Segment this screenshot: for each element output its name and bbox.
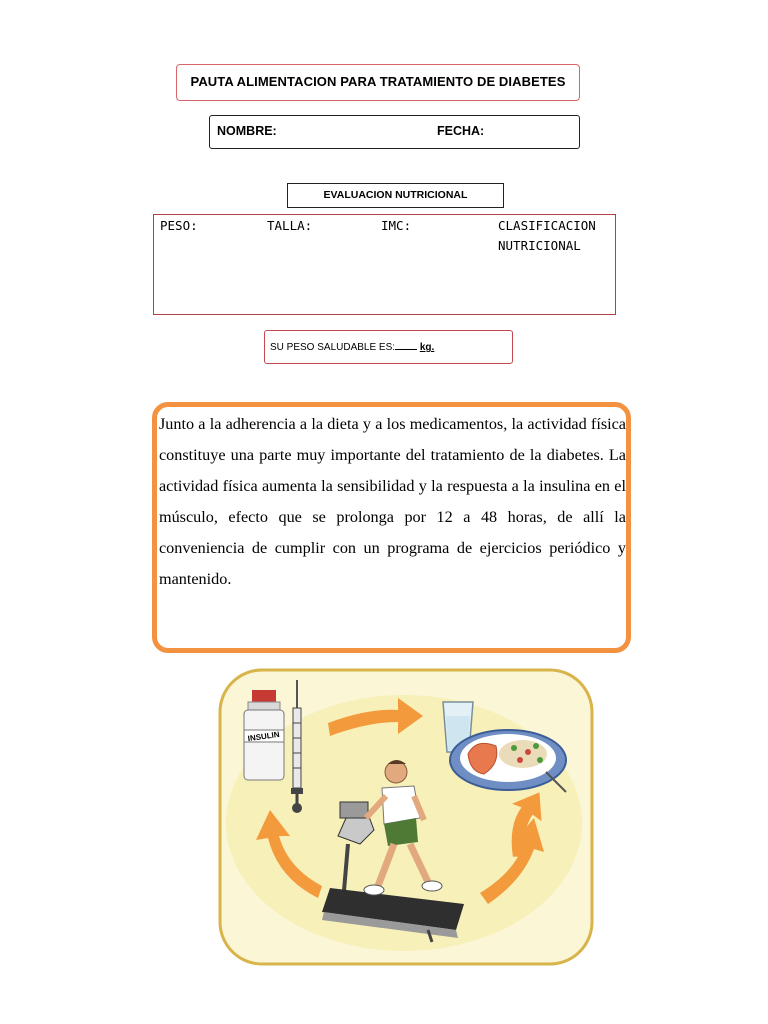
evaluation-title-text: EVALUACION NUTRICIONAL (323, 189, 468, 201)
name-date-field (209, 115, 580, 149)
evaluation-box (153, 214, 616, 315)
healthy-weight-unit: kg. (419, 342, 435, 353)
bottle-label-text: INSULIN (247, 729, 281, 744)
talla-label: TALLA: (267, 218, 313, 233)
healthy-weight-label: SU PESO SALUDABLE ES: (270, 342, 396, 353)
exercise-paragraph-box (152, 402, 631, 653)
clasificacion-label-line1: CLASIFICACION (498, 218, 596, 233)
document-title-text: PAUTA ALIMENTACION PARA TRATAMIENTO DE DIABETES (190, 74, 566, 89)
clasificacion-label-line2: NUTRICIONAL (498, 238, 581, 253)
document-title (176, 64, 580, 101)
date-label: FECHA: (437, 124, 485, 138)
name-label: NOMBRE: (217, 124, 277, 138)
exercise-paragraph: Junto a la adherencia a la dieta y a los medicamentos, la actividad física constituye una parte muy importante del tratamiento de la diabetes. La actividad física aumenta la sensibilidad y la respuesta a la insulina en el músculo, efecto que se prolonga por 12 a 48 horas, de allí la conveniencia de cumplir con un programa de ejercicios periódico y mantenido. (159, 415, 626, 588)
healthy-weight-blank (395, 340, 417, 350)
peso-label: PESO: (160, 218, 198, 233)
diabetes-treatment-illustration (218, 668, 594, 966)
healthy-weight-line (270, 340, 434, 353)
evaluation-title (287, 183, 504, 208)
imc-label: IMC: (381, 218, 412, 233)
insulin-bottle-icon (244, 690, 284, 780)
healthy-weight-box (264, 330, 513, 364)
